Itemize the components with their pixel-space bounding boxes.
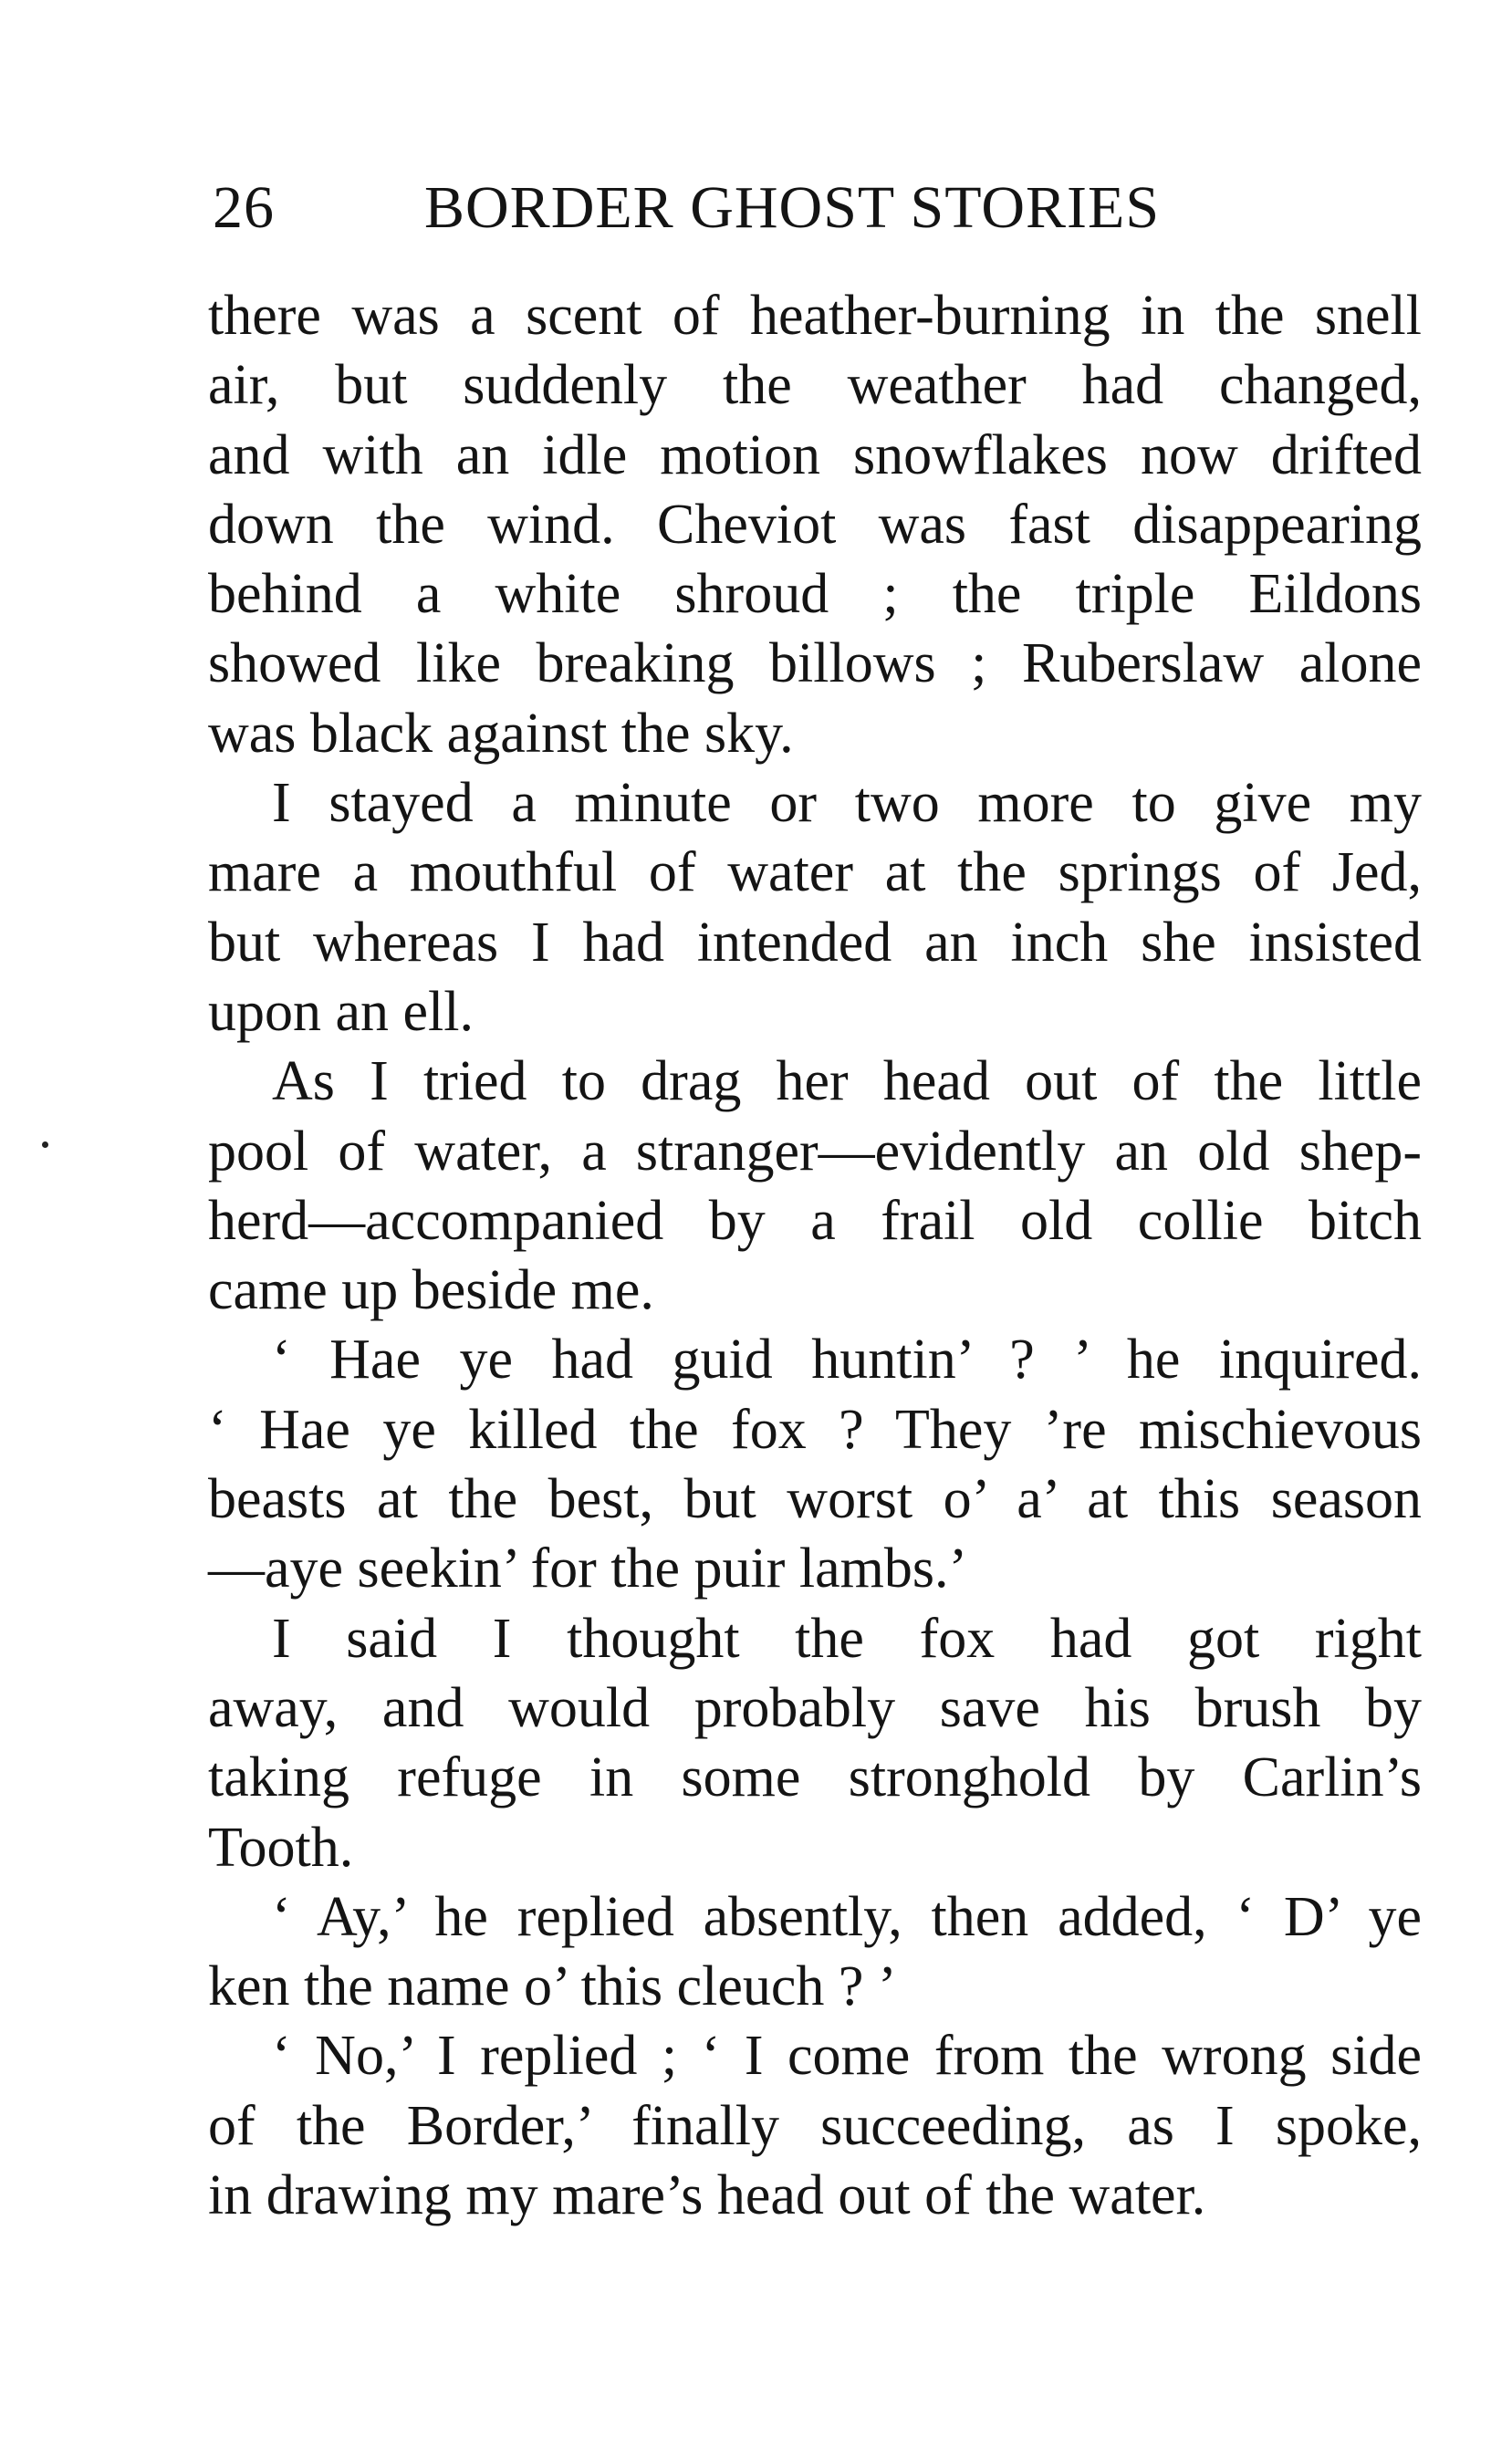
text-line: ‘ No,’ I replied ; ‘ I come from the wrong side xyxy=(272,2025,1422,2088)
text-line: I said I thought the fox had got right xyxy=(272,1607,1422,1670)
running-head xyxy=(213,172,1207,245)
text-line: in drawing my mare’s head out of the water. xyxy=(208,2164,1206,2227)
text-line: and with an idle motion snowflakes now drifted xyxy=(208,423,1422,486)
text-line: ken the name o’ this cleuch ? ’ xyxy=(208,1955,897,2018)
text-line: ‘ Ay,’ he replied absently, then added, ‘ D’ ye xyxy=(272,1885,1422,1948)
text-line: came up beside me. xyxy=(208,1259,654,1322)
text-line: I stayed a minute or two more to give my xyxy=(272,772,1422,835)
text-line: pool of water, a stranger—evidently an old shep- xyxy=(208,1120,1422,1183)
text-line: upon an ell. xyxy=(208,980,474,1043)
text-line: of the Border,’ finally succeeding, as I spoke, xyxy=(208,2094,1422,2157)
text-line: Tooth. xyxy=(208,1816,354,1879)
text-line: was black against the sky. xyxy=(208,702,794,765)
body-text xyxy=(208,281,1422,2230)
running-title: BORDER GHOST STORIES xyxy=(424,174,1161,241)
text-line: ‘ Hae ye killed the fox ? They ’re mischievous xyxy=(208,1398,1422,1461)
text-line: mare a mouthful of water at the springs of Jed, xyxy=(208,841,1422,904)
text-line: ‘ Hae ye had guid huntin’ ? ’ he inquired. xyxy=(272,1329,1422,1391)
text-line: herd—accompanied by a frail old collie bitch xyxy=(208,1189,1422,1252)
text-line: showed like breaking billows ; Ruberslaw alone xyxy=(208,632,1422,695)
text-line: —aye seekin’ for the puir lambs.’ xyxy=(208,1537,968,1600)
page-number: 26 xyxy=(213,174,275,241)
text-line: taking refuge in some stronghold by Carlin’s xyxy=(208,1746,1422,1809)
margin-speck xyxy=(42,1141,48,1148)
text-line: air, but suddenly the weather had changed, xyxy=(208,354,1422,417)
text-line: As I tried to drag her head out of the little xyxy=(272,1050,1422,1113)
text-line: behind a white shroud ; the triple Eildons xyxy=(208,563,1422,626)
text-line: down the wind. Cheviot was fast disappearing xyxy=(208,493,1422,556)
text-line: there was a scent of heather-burning in the snell xyxy=(208,285,1422,347)
text-line: but whereas I had intended an inch she insisted xyxy=(208,911,1422,974)
text-line: away, and would probably save his brush by xyxy=(208,1676,1422,1739)
text-line: beasts at the best, but worst o’ a’ at this season xyxy=(208,1468,1422,1531)
